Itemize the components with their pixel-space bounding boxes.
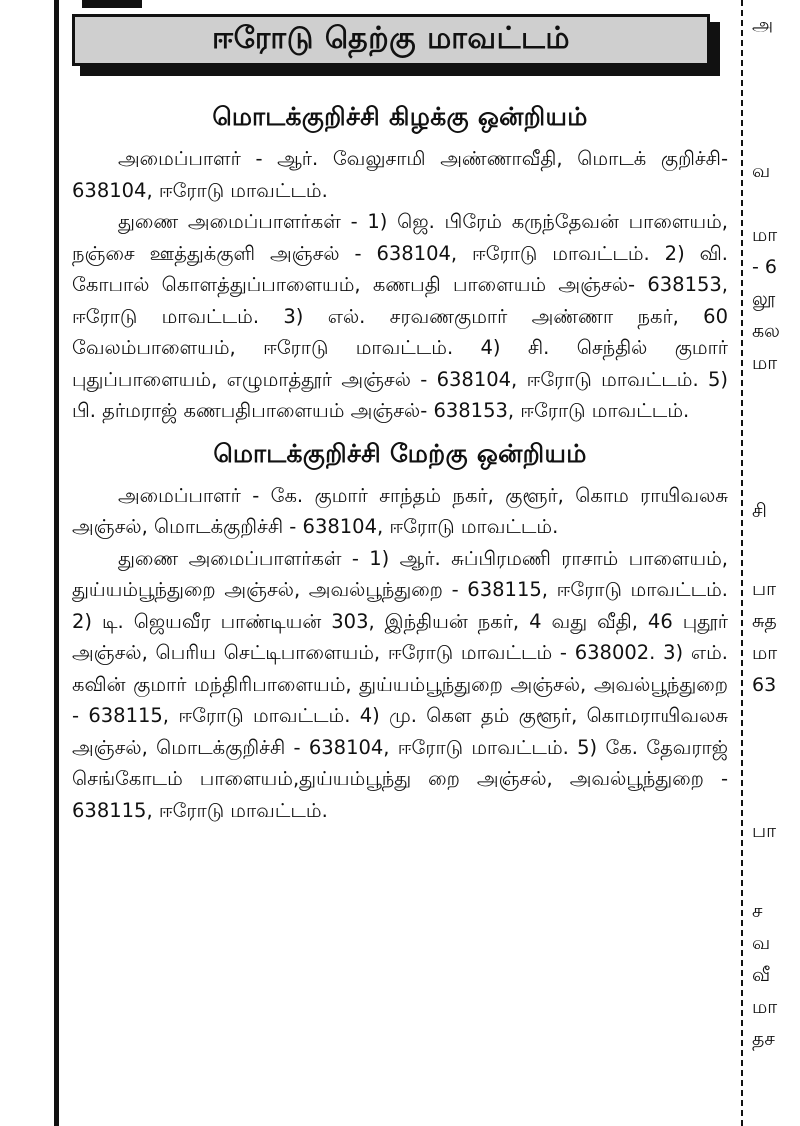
right-column-fragment: வ — [752, 932, 771, 954]
right-column-fragment: மா — [752, 352, 778, 374]
district-banner — [72, 14, 728, 80]
right-column-fragment: மா — [752, 642, 778, 664]
right-column-fragment: மா — [752, 996, 778, 1018]
right-column-fragment: அ — [752, 14, 774, 36]
organizer-paragraph-east: அமைப்பாளர் - ஆர். வேலுசாமி அண்ணாவீதி, மொடக் குறிச்சி- 638104, ஈரோடு மாவட்டம். — [72, 147, 728, 202]
right-column-fragment: சுத — [752, 610, 777, 632]
right-column-fragment: மா — [752, 224, 778, 246]
deputies-paragraph-east: துணை அமைப்பாளர்கள் - 1) ஜெ. பிரேம் கருந்தேவன் பாளையம், நஞ்சை ஊத்துக்குளி அஞ்சல் - 638104, ஈரோடு மாவட்டம். 2) வி. கோபால் கொளத்துப்பாளையம், கணபதி பாளையம் அஞ்சல்- 638153, ஈரோடு மாவட்டம். 3) எல். சரவணகுமார் அண்ணா நகர், 60 வேலம்பாளையம், ஈரோடு மாவட்டம். 4) சி. செந்தில் குமார் புதுப்பாளையம், எழுமாத்தூர் அஞ்சல் - 638104, ஈரோடு மாவட்டம். 5) பி. தர்மராஜ் கணபதிபாளையம் அஞ்சல்- 638153, ஈரோடு மாவட்டம். — [72, 210, 728, 422]
deputies-paragraph-west: துணை அமைப்பாளர்கள் - 1) ஆர். சுப்பிரமணி ராசாம் பாளையம், துய்யம்பூந்துறை அஞ்சல், அவல்பூந்துறை - 638115, ஈரோடு மாவட்டம். 2) டி. ஜெயவீர பாண்டியன் 303, இந்தியன் நகர், 4 வது வீதி, 46 புதூர் அஞ்சல், பெரிய செட்டிபாளையம், ஈரோடு மாவட்டம் - 638002. 3) எம். கவின் குமார் மந்திரிபாளையம், துய்யம்பூந்துறை அஞ்சல், அவல்பூந்துறை - 638115, ஈரோடு மாவட்டம். 4) மு. கௌ தம் குளூர், கொமராயிவலசு அஞ்சல், மொடக்குறிச்சி - 638104, ஈரோடு மாவட்டம். 5) கே. தேவராஜ் செங்கோடம் பாளையம்,துய்யம்பூந்து றை அஞ்சல், அவல்பூந்துறை - 638115, ஈரோடு மாவட்டம். — [72, 546, 728, 822]
column-divider-dashed — [741, 0, 743, 1126]
right-column-fragment: பா — [752, 820, 777, 842]
top-edge-fragment — [82, 0, 142, 8]
right-column-fragment: கல — [752, 320, 780, 342]
right-column-fragment: தச — [752, 1028, 775, 1050]
article-column — [72, 14, 728, 826]
banner-title: ஈரோடு தெற்கு மாவட்டம் — [72, 14, 710, 66]
organizer-paragraph-west: அமைப்பாளர் - கே. குமார் சாந்தம் நகர், குளூர், கொம ராயிவலசு அஞ்சல், மொடக்குறிச்சி - 638104, ஈரோடு மாவட்டம். — [72, 483, 728, 538]
right-column-fragment: ச — [752, 900, 763, 922]
right-column-fragment: பா — [752, 578, 777, 600]
right-column-fragment: - 6 — [752, 256, 777, 278]
section-heading-east: மொடக்குறிச்சி கிழக்கு ஒன்றியம் — [212, 102, 588, 131]
right-column-fragment: சி — [752, 500, 767, 522]
right-column-fragment: வ — [752, 160, 771, 182]
right-column-fragment: 63 — [752, 674, 777, 696]
right-column-fragment: லூ — [752, 288, 776, 310]
section-heading-west: மொடக்குறிச்சி மேற்கு ஒன்றியம் — [213, 438, 587, 468]
right-column-fragment: வீ — [752, 964, 771, 986]
left-column-rule — [54, 0, 59, 1126]
